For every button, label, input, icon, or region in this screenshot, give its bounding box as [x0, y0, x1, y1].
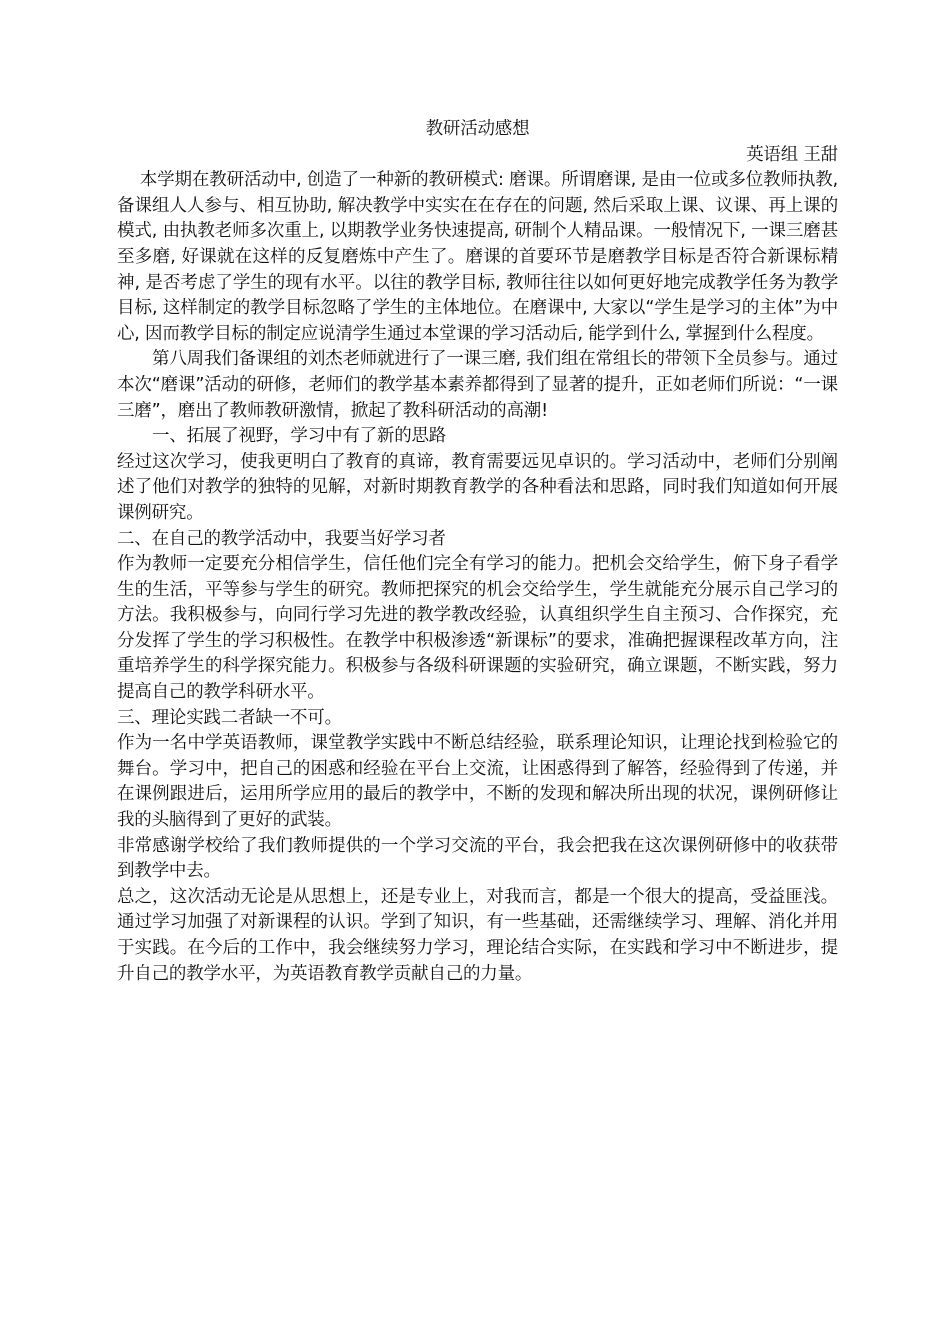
paragraph-conclusion: 总之，这次活动无论是从思想上，还是专业上，对我而言，都是一个很大的提高，受益匪浅。通过学习加强了对新课程的认识。学到了知识，有一些基础，还需继续学习、理解、消化并用于实践。在今后的工作中，我会继续努力学习，理论结合实际，在实践和学习中不断进步，提升自己的教学水平，为英语教育教学贡献自己的力量。: [117, 886, 838, 984]
paragraph-intro: 本学期在教研活动中, 创造了一种新的教研模式: 磨课。所谓磨课, 是由一位或多位教师执教, 备课组人人参与、相互协助, 解决教学中实实在在存在的问题, 然后采取上课、议课、再上课的模式, 由执教老师多次重上, 以期教学业务快速提高, 研制个人精品课。一般情况下, 一课三磨甚至多磨, 好课就在这样的反复磨炼中产生了。磨课的首要环节是磨教学目标是否符合新课标精神, 是否考虑了学生的现有水平。以往的教学目标, 教师往往以如何更好地完成教学任务为教学目标, 这样制定的教学目标忽略了学生的主体地位。在磨课中, 大家以“学生是学习的主体”为中心, 因而教学目标的制定应说清学生通过本堂课的学习活动后, 能学到什么, 掌握到什么程度。: [117, 170, 838, 344]
paragraph-section-1: 经过这次学习，使我更明白了教育的真谛，教育需要远见卓识的。学习活动中，老师们分别阐述了他们对教学的独特的见解，对新时期教育教学的各种看法和思路，同时我们知道如何开展课例研究。: [117, 451, 838, 523]
document-body: [117, 117, 838, 987]
section-heading-3: 三、理论实践二者缺一不可。: [117, 707, 342, 728]
section-heading-2: 二、在自己的教学活动中，我要当好学习者: [117, 528, 446, 549]
paragraph-section-2: 作为教师一定要充分相信学生，信任他们完全有学习的能力。把机会交给学生，俯下身子看学生的生活，平等参与学生的研究。教师把探究的机会交给学生，学生就能充分展示自己学习的方法。我积极参与，向同行学习先进的教学教改经验，认真组织学生自主预习、合作探究，充分发挥了学生的学习积极性。在教学中积极渗透“新课标”的要求，准确把握课程改革方向，注重培养学生的科学探究能力。积极参与各级科研课题的实验研究，确立课题，不断实践，努力提高自己的教学科研水平。: [117, 554, 838, 703]
section-heading-1: 一、拓展了视野，学习中有了新的思路: [152, 426, 447, 447]
document-title: 教研活动感想: [425, 119, 530, 139]
paragraph-section-3: 作为一名中学英语教师，课堂教学实践中不断总结经验，联系理论知识，让理论找到检验它的舞台。学习中，把自己的困惑和经验在平台上交流，让困惑得到了解答，经验得到了传递，并在课例跟进后，运用所学应用的最后的教学中，不断的发现和解决所出现的状况，课例研修让我的头脑得到了更好的武装。: [117, 733, 838, 831]
paragraph-thanks: 非常感谢学校给了我们教师提供的一个学习交流的平台，我会把我在这次课例研修中的收获带到教学中去。: [117, 835, 838, 882]
paragraph-week-eight: 第八周我们备课组的刘杰老师就进行了一课三磨, 我们组在常组长的带领下全员参与。通过本次“磨课”活动的研修，老师们的教学基本素养都得到了显著的提升，正如老师们所说：“一课三磨”，磨出了教师教研激情，掀起了教科研活动的高潮!: [117, 349, 838, 421]
author-line: 英语组 王甜: [746, 144, 838, 165]
